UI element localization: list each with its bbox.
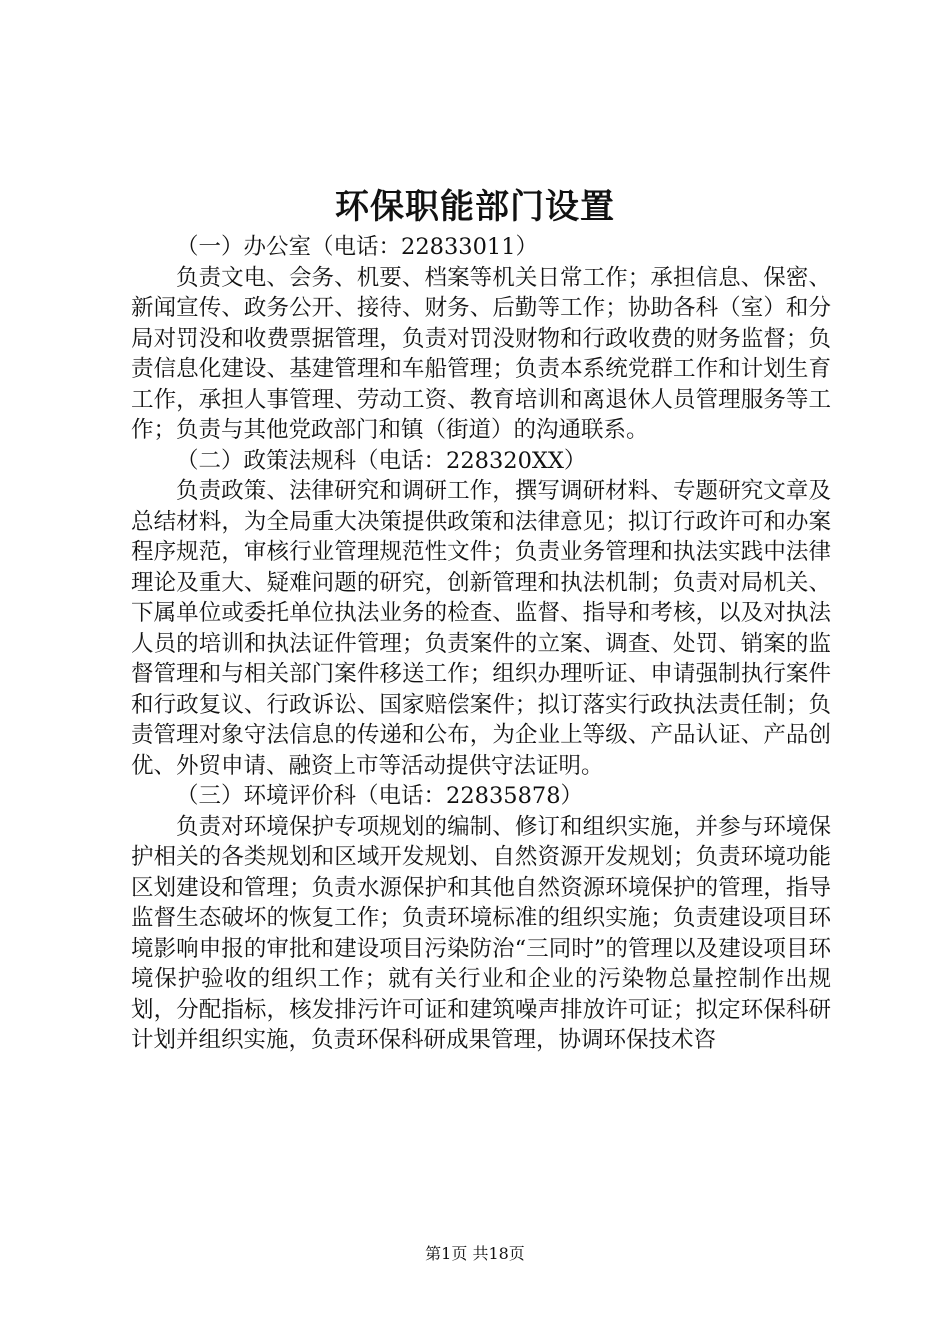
section-body-office: 负责文电、会务、机要、档案等机关日常工作；承担信息、保密、新闻宣传、政务公开、接待、财务、后勤等工作；协助各科（室）和分局对罚没和收费票据管理，负责对罚没财物和行政收费的财务监督；负责信息化建设、基建管理和车船管理；负责本系统党群工作和计划生育工作，承担人事管理、劳动工资、教育培训和离退休人员管理服务等工作；负责与其他党政部门和镇（街道）的沟通联系。 bbox=[131, 264, 831, 443]
page-footer: 第1页 共18页 bbox=[425, 1244, 525, 1263]
section-heading-environmental-assessment: （三）环境评价科（电话：22835878） bbox=[176, 783, 584, 809]
section-heading-policy-law: （二）政策法规科（电话：228320XX） bbox=[176, 447, 587, 474]
section-heading-office: （一）办公室（电话：22833011） bbox=[176, 234, 539, 260]
section-body-environmental-assessment: 负责对环境保护专项规划的编制、修订和组织实施，并参与环境保护相关的各类规划和区域开发规划、自然资源开发规划；负责环境功能区划建设和管理；负责水源保护和其他自然资源环境保护的管理，指导监督生态破坏的恢复工作；负责环境标准的组织实施；负责建设项目环境影响申报的审批和建设项目污染防治“三同时”的管理以及建设项目环境保护验收的组织工作；就有关行业和企业的污染物总量控制作出规划，分配指标，核发排污许可证和建筑噪声排放许可证；拟定环保科研计划并组织实施，负责环保科研成果管理，协调环保技术咨 bbox=[131, 813, 831, 1053]
document-title: 环保职能部门设置 bbox=[335, 187, 615, 227]
document-body bbox=[131, 232, 831, 1056]
section-body-policy-law: 负责政策、法律研究和调研工作，撰写调研材料、专题研究文章及总结材料，为全局重大决策提供政策和法律意见；拟订行政许可和办案程序规范，审核行业管理规范性文件；负责业务管理和执法实践中法律理论及重大、疑难问题的研究，创新管理和执法机制；负责对局机关、下属单位或委托单位执法业务的检查、监督、指导和考核，以及对执法人员的培训和执法证件管理；负责案件的立案、调查、处罚、销案的监督管理和与相关部门案件移送工作；组织办理听证、申请强制执行案件和行政复议、行政诉讼、国家赔偿案件；拟订落实行政执法责任制；负责管理对象守法信息的传递和公布，为企业上等级、产品认证、产品创优、外贸申请、融资上市等活动提供守法证明。 bbox=[131, 478, 831, 779]
